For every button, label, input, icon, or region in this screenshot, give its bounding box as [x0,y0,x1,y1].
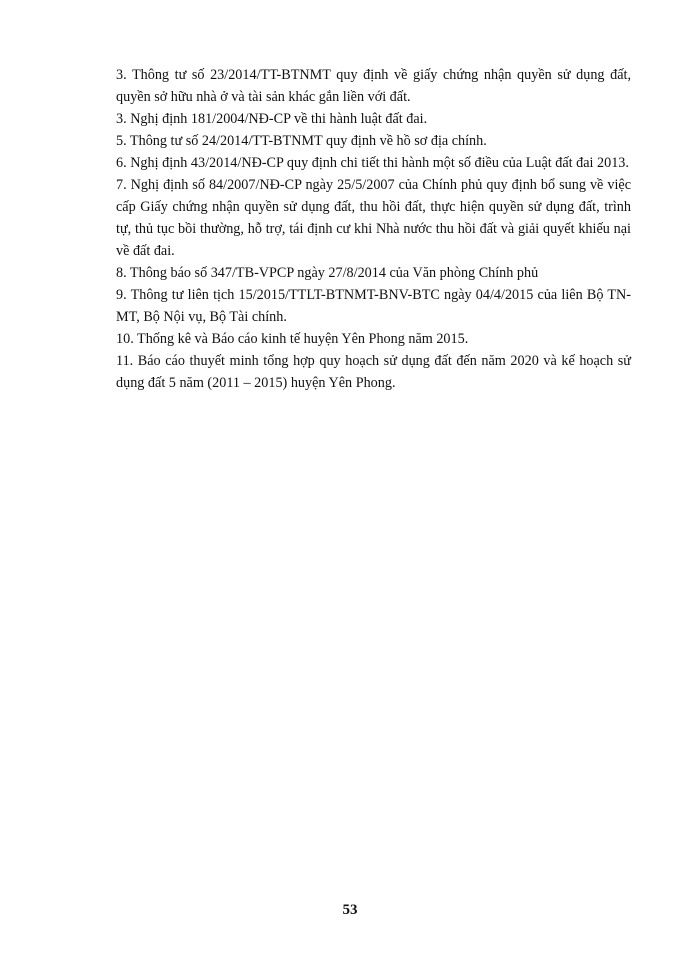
reference-item: 7. Nghị định số 84/2007/NĐ-CP ngày 25/5/2007 của Chính phủ quy định bổ sung về việc cấp Giấy chứng nhận quyền sử dụng đất, thu hồi đất, thực hiện quyền sử dụng đất, trình tự, thủ tục bồi thường, hỗ trợ, tái định cư khi Nhà nước thu hồi đất và giải quyết khiếu nại về đất đai. [116,177,631,259]
page-number: 53 [342,902,358,918]
reference-item: 3. Thông tư số 23/2014/TT-BTNMT quy định về giấy chứng nhận quyền sử dụng đất, quyền sở hữu nhà ở và tài sản khác gắn liền với đất. [116,67,631,105]
reference-item: 8. Thông báo số 347/TB-VPCP ngày 27/8/2014 của Văn phòng Chính phủ [116,265,539,281]
reference-item: 3. Nghị định 181/2004/NĐ-CP về thi hành luật đất đai. [116,111,428,127]
reference-item: 11. Báo cáo thuyết minh tổng hợp quy hoạch sử dụng đất đến năm 2020 và kế hoạch sử dụng đất 5 năm (2011 – 2015) huyện Yên Phong. [116,353,631,391]
reference-item: 10. Thống kê và Báo cáo kinh tế huyện Yên Phong năm 2015. [116,331,469,347]
reference-item: 5. Thông tư số 24/2014/TT-BTNMT quy định về hồ sơ địa chính. [116,133,487,149]
reference-list [116,64,631,394]
reference-item: 9. Thông tư liên tịch 15/2015/TTLT-BTNMT-BNV-BTC ngày 04/4/2015 của liên Bộ TN-MT, Bộ Nội vụ, Bộ Tài chính. [116,287,631,325]
reference-item: 6. Nghị định 43/2014/NĐ-CP quy định chi tiết thi hành một số điều của Luật đất đai 2013. [116,155,629,171]
